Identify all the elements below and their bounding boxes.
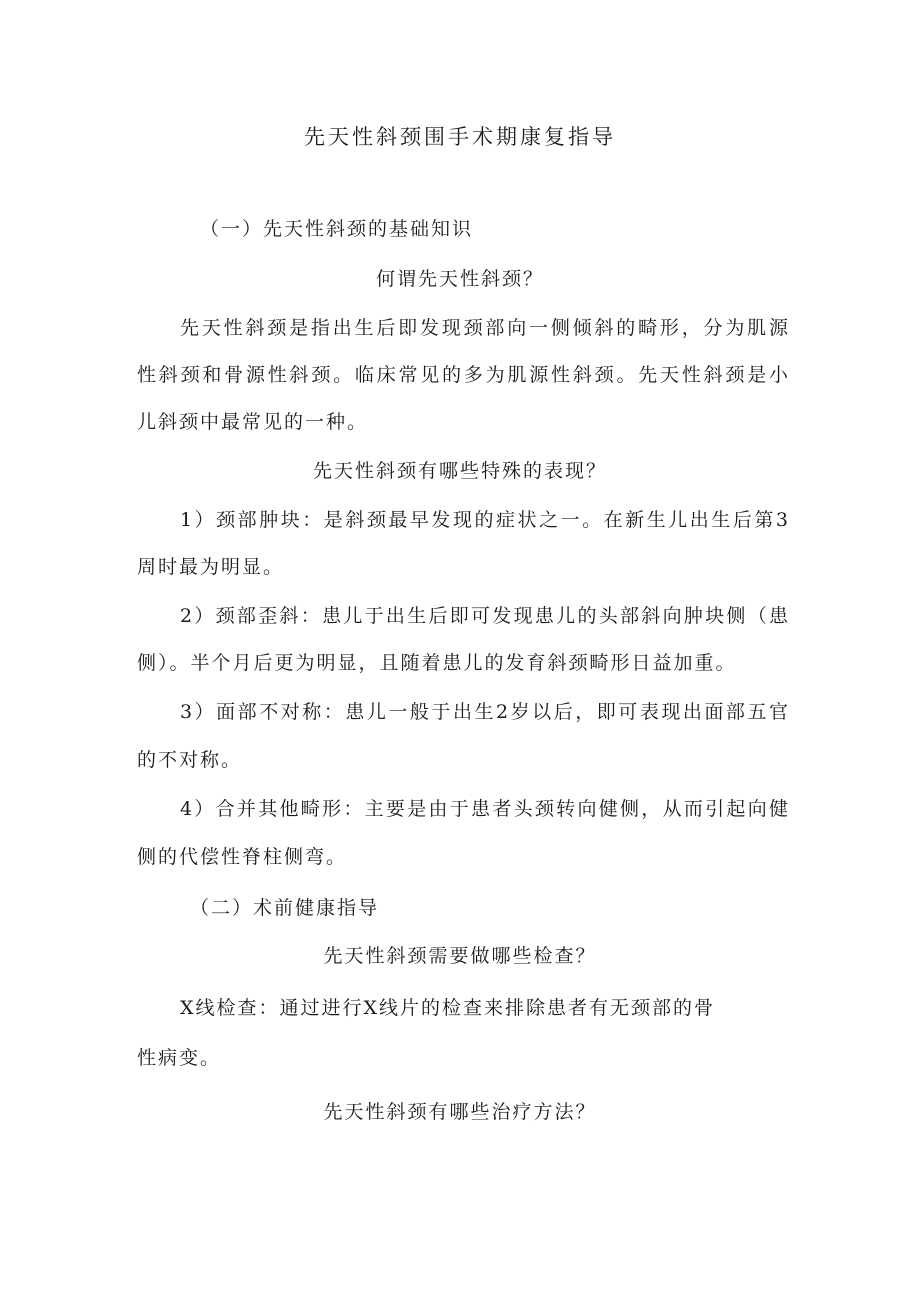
question-treatments: 先天性斜颈有哪些治疗方法？ (323, 1101, 597, 1123)
list-item-neck-tilt-cont: 侧）。半个月后更为明显，且随着患儿的发育斜颈畸形日益加重。 (137, 652, 737, 674)
paragraph-xray: X线检查：通过进行X线片的检查来排除患者有无颈部的骨 (180, 997, 716, 1019)
list-item-face-asymmetry-cont: 的不对称。 (137, 749, 243, 771)
list-item-other-deformity-cont: 侧的代偿性脊柱侧弯。 (137, 846, 348, 868)
paragraph-line: 先天性斜颈是指出生后即发现颈部向一侧倾斜的畸形，分为肌源 (180, 317, 790, 339)
question-what-is: 何谓先天性斜颈？ (375, 268, 544, 290)
question-symptoms: 先天性斜颈有哪些特殊的表现？ (312, 460, 607, 482)
list-item-neck-mass-cont: 周时最为明显。 (137, 556, 285, 578)
list-item-face-asymmetry: 3）面部不对称：患儿一般于出生2岁以后，即可表现出面部五官 (180, 701, 790, 723)
section-heading-basics: （一）先天性斜颈的基础知识 (200, 218, 474, 240)
list-item-neck-tilt: 2）颈部歪斜：患儿于出生后即可发现患儿的头部斜向肿块侧（患 (180, 605, 790, 627)
question-examinations: 先天性斜颈需要做哪些检查？ (323, 945, 597, 967)
section-heading-preop: （二）术前健康指导 (190, 897, 380, 919)
list-item-neck-mass: 1）颈部肿块：是斜颈最早发现的症状之一。在新生儿出生后第3 (180, 509, 790, 531)
paragraph-line: 儿斜颈中最常见的一种。 (137, 411, 369, 433)
list-item-other-deformity: 4）合并其他畸形：主要是由于患者头颈转向健侧，从而引起向健 (180, 798, 790, 820)
document-title: 先天性斜颈围手术期康复指导 (304, 125, 616, 149)
paragraph-line: 性斜颈和骨源性斜颈。临床常见的多为肌源性斜颈。先天性斜颈是小 (137, 364, 790, 386)
paragraph-xray-cont: 性病变。 (137, 1047, 222, 1069)
